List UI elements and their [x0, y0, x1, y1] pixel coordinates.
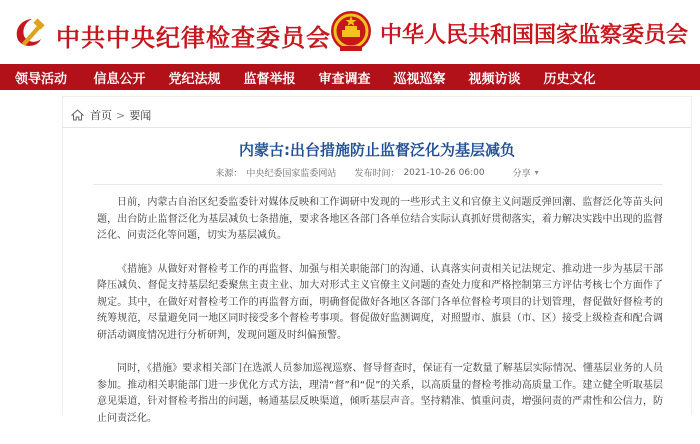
- source-label: 来源：: [215, 169, 243, 179]
- chevron-down-icon: ▾: [534, 168, 539, 177]
- publish-date: 2021-10-26 06:00: [403, 167, 485, 178]
- article-body: [97, 195, 663, 444]
- site-title-ccdi[interactable]: 中共中央纪律检查委员会: [56, 23, 331, 52]
- breadcrumb-divider: [63, 127, 691, 128]
- article-title: 内蒙古:出台措施防止监督泛化为基层减负: [238, 141, 515, 159]
- breadcrumb-home[interactable]: 首页: [90, 109, 112, 122]
- nav-item-investigation[interactable]: 审查调查: [318, 71, 371, 87]
- article-container: [62, 96, 692, 424]
- share-label: 分享: [512, 169, 531, 179]
- breadcrumb: [71, 107, 151, 123]
- nav-item-video[interactable]: 视频访谈: [468, 71, 521, 87]
- article-paragraph: 同时，《措施》要求相关部门在选派人员参加巡视巡察、督导督查时，保证有一定数量了解基层实际情况、懂基层业务的人员参加。推动相关职能部门进一步优化方式方法，理清“督”和“促”的关系，以高质量的督检考推动高质量工作。建立健全听取基层意见渠道，针对督检考指出的问题，畅通基层反映渠道，倾听基层声音。坚持精准、慎重问责，增强问责的严肃性和公信力，防止问责泛化。: [97, 363, 663, 424]
- state-emblem-icon[interactable]: [330, 10, 372, 54]
- nav-item-history[interactable]: 历史文化: [543, 71, 596, 87]
- source-value: 中央纪委国家监委网站: [246, 169, 337, 179]
- meta-divider: [93, 184, 663, 185]
- nav-item-inspection[interactable]: 巡视巡察: [393, 71, 446, 87]
- article-paragraph: 《措施》从做好对督检考工作的再监督、加强与相关职能部门的沟通、认真落实问责相关记法规定、推动进一步为基层干部降压减负、督促支持基层纪委聚焦主责主业、加大对形式主义官僚主义问题的查处力度和严格控制第三方评估考核七个方面作了规定。其中，在做好对督检考工作的再监督方面，明确督促做好各地区各部门各单位督检考项目的计划管理，督促做好督检考的统筹规范，尽量避免同一地区同时接受多个督检考事项。督促做好监测调度，对照盟市、旗县（市、区）接受上级检查和配合调研活动调度情况进行分析研判，发现问题及时纠偏预警。: [97, 263, 663, 341]
- article-meta: [63, 166, 691, 179]
- main-nav: [0, 64, 700, 90]
- nav-item-leadership[interactable]: 领导活动: [14, 71, 67, 87]
- breadcrumb-current[interactable]: 要闻: [129, 109, 152, 122]
- home-icon[interactable]: [71, 109, 84, 121]
- nav-item-info-disclosure[interactable]: 信息公开: [93, 71, 146, 87]
- site-header: [0, 0, 700, 64]
- nav-item-regulations[interactable]: 党纪法规: [168, 71, 221, 87]
- share-button[interactable]: [513, 166, 539, 179]
- date-label: 发布时间：: [354, 169, 400, 179]
- article-paragraph: 日前，内蒙古自治区纪委监委针对媒体反映和工作调研中发现的一些形式主义和官僚主义问题反弹回潮、监督泛化等苗头问题，出台防止监督泛化为基层减负七条措施，要求各地区各部门各单位结合实际认真抓好贯彻落实，着力解决实践中出现的监督泛化、问责泛化等问题，切实为基层减负。: [97, 197, 663, 241]
- site-title-nsc[interactable]: 中华人民共和国国家监察委员会: [380, 22, 689, 48]
- breadcrumb-separator: >: [116, 108, 126, 122]
- nav-item-report[interactable]: 监督举报: [243, 71, 296, 87]
- party-emblem-icon[interactable]: [8, 12, 50, 54]
